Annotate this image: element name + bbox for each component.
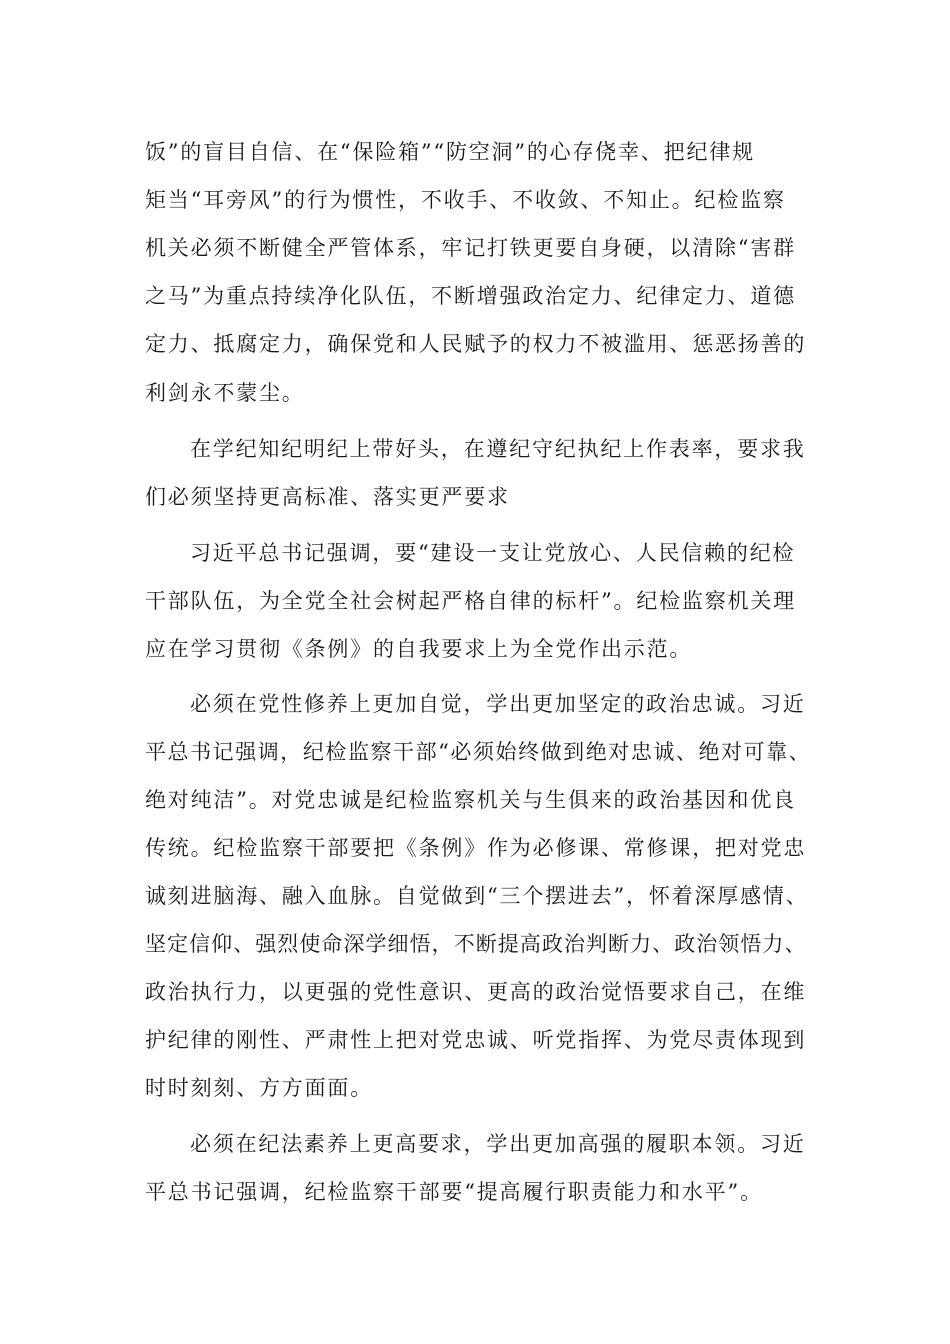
paragraph-5-line-2: 平总书记强调，纪检监察干部要“提高履行职责能力和水平”。 — [145, 1180, 763, 1204]
paragraph-4-line-2: 平总书记强调，纪检监察干部“必须始终做到绝对忠诚、绝对可靠、 — [145, 740, 812, 764]
paragraph-1-line-2: 矩当“耳旁风”的行为惯性，不收手、不收敛、不知止。纪检监察 — [145, 188, 786, 212]
paragraph-4-line-4: 传统。纪检监察干部要把《条例》作为必修课、常修课，把对党忠 — [145, 836, 807, 860]
paragraph-4-line-5: 诚刻进脑海、融入血脉。自觉做到“三个摆进去”，怀着深厚感情、 — [145, 884, 809, 908]
paragraph-1-line-1: 饭”的盲目自信、在“保险箱”“防空洞”的心存侥幸、把纪律规 — [145, 140, 755, 164]
paragraph-1-line-4: 之马”为重点持续净化队伍，不断增强政治定力、纪律定力、道德 — [145, 284, 796, 308]
paragraph-3-line-2: 干部队伍，为全党全社会树起严格自律的标杆”。纪检监察机关理 — [145, 589, 796, 613]
paragraph-3-line-3: 应在学习贯彻《条例》的自我要求上为全党作出示范。 — [145, 637, 693, 661]
paragraph-4-line-8: 护纪律的刚性、严肃性上把对党忠诚、听党指挥、为党尽责体现到 — [145, 1028, 807, 1052]
paragraph-4-line-9: 时时刻刻、方方面面。 — [145, 1076, 373, 1100]
paragraph-1-line-6: 利剑永不蒙尘。 — [145, 381, 305, 405]
paragraph-2-line-2: 们必须坚持更高标准、落实更严要求 — [145, 485, 510, 509]
paragraph-4-line-3: 绝对纯洁”。对党忠诚是纪检监察机关与生俱来的政治基因和优良 — [145, 788, 796, 812]
paragraph-5-line-1: 必须在纪法素养上更高要求，学出更加高强的履职本领。习近 — [190, 1132, 806, 1156]
paragraph-1-line-5: 定力、抵腐定力，确保党和人民赋予的权力不被滥用、惩恶扬善的 — [145, 332, 807, 356]
paragraph-2-line-1: 在学纪知纪明纪上带好头，在遵纪守纪执纪上作表率，要求我 — [190, 437, 806, 461]
paragraph-4-line-1: 必须在党性修养上更加自觉，学出更加坚定的政治忠诚。习近 — [190, 692, 806, 716]
paragraph-3-line-1: 习近平总书记强调，要“建设一支让党放心、人民信赖的纪检 — [190, 541, 796, 565]
paragraph-4-line-6: 坚定信仰、强烈使命深学细悟，不断提高政治判断力、政治领悟力、 — [145, 932, 807, 956]
paragraph-4-line-7: 政治执行力，以更强的党性意识、更高的政治觉悟要求自己，在维 — [145, 980, 807, 1004]
paragraph-1-line-3: 机关必须不断健全严管体系，牢记打铁更要自身硬，以清除“害群 — [145, 236, 796, 260]
